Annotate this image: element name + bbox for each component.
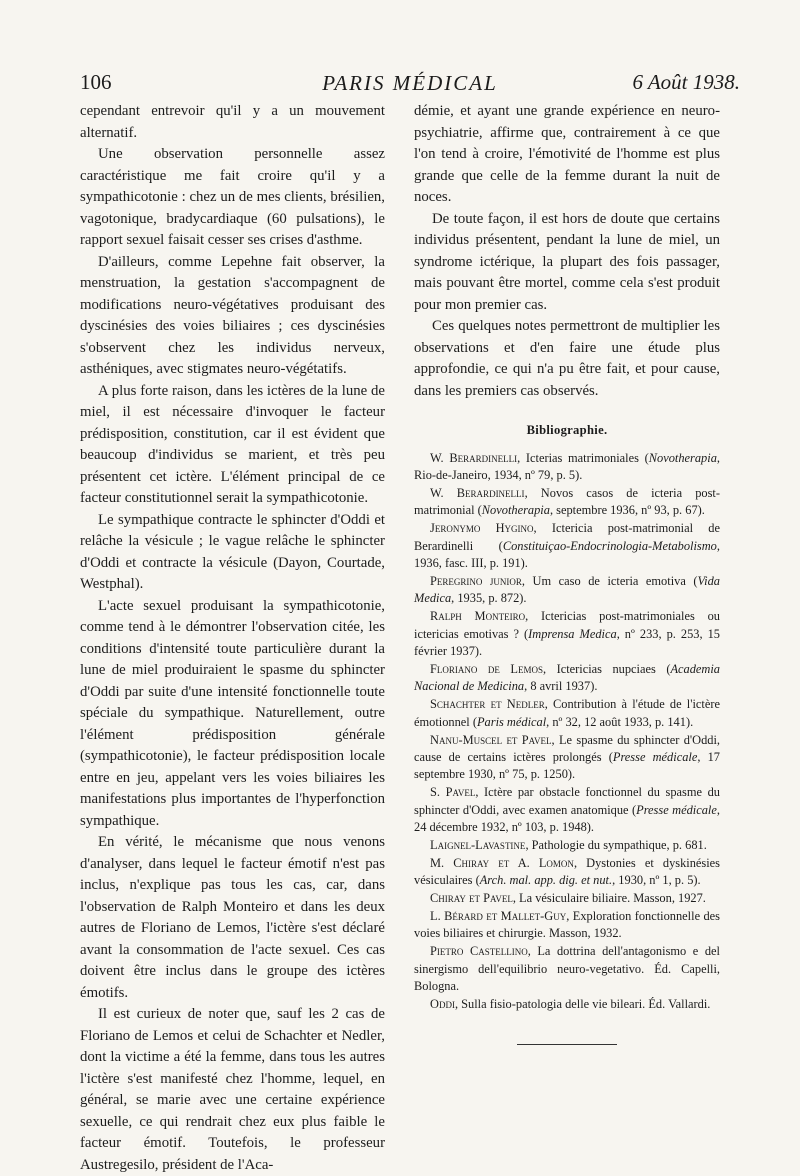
entry-text: , Le spasme du sphincter d'Oddi, cause de certains ictères prolongés ( [414,732,721,764]
paragraph: Une observation personnelle assez caractéristique me fait croire qu'il y a sympathicotonie : chez un de mes clients, brésilien, vagotonique, bradycardiaque (60 pulsations), le rapport sexuel faisait cesser ses crises d'asthme. [80,146,385,248]
paragraph: cependant entrevoir qu'il y a un mouvement alternatif. [80,103,385,141]
entry-author: S. Pavel [430,785,476,800]
right-column [414,101,720,1045]
entry-author: W. Berardinelli [430,450,518,465]
entry-citation: , 17 septembre 1930, nº 75, p. 1250). [414,749,720,782]
entry-source: Presse médicale [636,802,717,817]
entry-text: , Exploration fonctionnelle des voies biliaires et chirurgie. Masson, 1932. [414,909,720,941]
page-number: 106 [80,70,112,94]
entry-author: M. Chiray et A. Lomon [430,855,574,870]
entry-source: Vida Medica [414,573,720,606]
entry-citation: , 24 décembre 1932, nº 103, p. 1948). [414,802,720,835]
entry-text: , Pathologie du sympathique, p. 681. [525,837,707,852]
entry-text: , Dystonies et dyskinésies vésiculaires ( [414,855,721,888]
entry-source: Paris médical [476,714,547,729]
entry-author: W. Berardinelli [430,485,525,500]
bibliography-entry [414,890,720,907]
entry-citation: , nº 32, 12 août 1933, p. 141). [546,714,694,729]
end-rule [517,1044,617,1045]
entry-citation: , Rio-de-Janeiro, 1934, nº 79, p. 5). [414,450,721,482]
entry-author: Ralph Monteiro [430,609,526,624]
entry-text: , Icterias matrimoniales ( [517,450,649,465]
bibliography-entry [414,908,720,943]
running-header [80,70,740,100]
bibliography-entry [414,784,720,836]
entry-author: Chiray et Pavel [430,891,513,906]
entry-author: Oddi [430,997,455,1012]
paragraph: démie, et ayant une grande expérience en neuro-psychiatrie, affirme que, contrairement à ce que l'on tend à croire, l'émotivité de l'homme est plus grande que celle de la femme durant la nuit de noces. [414,103,720,205]
entry-text: , La vésiculaire biliaire. Masson, 1927. [512,891,706,906]
entry-citation: , 1930, nº 1, p. 5). [612,873,701,888]
entry-source: Constituiçao-Endocrinologia-Metabolismo [502,538,717,553]
entry-text: , Contribution à l'étude de l'ictère émotionnel ( [414,697,720,729]
paragraph: L'acte sexuel produisant la sympathicotonie, comme tend à le démontrer l'observation citée, les conditions d'intensité toute particulière durant la lune de miel produiraient le spasme du sphincter d'Oddi par suite d'une intensité fonctionnelle toute spéciale du sympathique. Naturellement, outre l'élément prédisposition générale (sympathicotonie), le facteur prédisposition locale entre en jeu, appelant vers les voies biliaires les manifestations plus importantes de l'hyperfonction sympathique. [80,597,385,829]
paragraph: A plus forte raison, dans les ictères de la lune de miel, il est nécessaire d'invoquer le facteur prédisposition, constitution, car il est évident que beaucoup d'individus se marient, et très peu présentent cet ictère. L'élément principal de ce facteur constitutionnel serait la sympathicotonie. [80,382,385,506]
entry-citation: , nº 233, p. 253, 15 février 1937). [414,626,720,658]
paragraph: En vérité, le mécanisme que nous venons d'analyser, dans lequel le facteur émotif n'est pas inclus, n'explique pas tous les cas, car, dans l'observation de Ralph Monteiro et dans les deux autres de Floriano de Lemos, l'ictère s'est déclaré avant la consommation de l'acte sexuel. Ces cas doivent être inclus dans le groupe des ictères émotifs. [80,834,385,1001]
entry-text: , Sulla fisio-patologia delle vie bileari. Éd. Vallardi. [454,997,711,1012]
bibliography-entry [414,661,720,696]
entry-source: Novotherapia [481,503,550,518]
bibliography-entry [414,450,720,485]
entry-author: L. Bérard et Mallet-Guy [430,909,567,924]
entry-author: Jeronymo Hygino [430,521,534,536]
bibliography-list [414,450,720,1014]
paragraph: Ces quelques notes permettront de multiplier les observations et d'en faire une étude plus approfondie, ce qui n'a pu être fait, et pour cause, dans les premiers cas observés. [414,318,720,399]
entry-author: Nanu-Muscel et Pavel [430,732,552,747]
bibliography-entry [414,943,720,995]
bibliography-entry [414,696,720,731]
bibliography-entry [414,573,720,608]
entry-citation: , 1935, p. 872). [451,591,527,606]
bibliography-entry [414,732,720,784]
bibliography-entry [414,520,720,572]
left-column [80,101,385,1176]
entry-text: , Novos casos de icteria post-matrimonial ( [414,485,720,518]
entry-author: Peregrino junior [430,573,522,588]
bibliography-entry [414,485,720,520]
entry-source: Presse médicale [612,749,698,764]
bibliography-entry [414,837,720,854]
bibliography-entry [414,608,720,660]
entry-text: , La dottrina dell'antagonismo e del sinergismo dell'equilibrio neuro-vegetativo. Éd. Capelli, Bologna. [414,944,720,994]
entry-citation: , 1936, fasc. III, p. 191). [414,538,720,570]
entry-author: Pietro Castellino [430,944,528,959]
entry-citation: , septembre 1936, nº 93, p. 67). [549,503,705,518]
entry-source: Arch. mal. app. dig. et nut. [479,873,613,888]
entry-text: , Um caso de icteria emotiva ( [521,573,698,588]
journal-title: PARIS MÉDICAL [322,71,498,95]
entry-author: Schachter et Nedler [430,697,545,712]
bibliography-entry [414,996,720,1013]
entry-source: Imprensa Medica [528,626,617,641]
paragraph: Il est curieux de noter que, sauf les 2 cas de Floriano de Lemos et celui de Schachter et Nedler, dont la victime a été la femme, dans tous les autres l'ictère s'est manifesté chez l'homme, lequel, en général, se marie avec une certaine expérience sexuelle, ce qui rendrait chez eux plus faible le facteur émotif. Toutefois, le professeur Austregesilo, président de l'Aca- [80,1006,385,1173]
paragraph: Le sympathique contracte le sphincter d'Oddi et relâche la vésicule ; le vague relâche le sphincter d'Oddi et contracte la vésicule (Dayon, Courtade, Westphal). [80,511,385,592]
entry-citation: , 8 avril 1937). [524,679,598,694]
issue-date: 6 Août 1938. [632,70,740,94]
entry-text: , Ictericias post-matrimoniales ou ictericias emotivas ? ( [414,609,720,641]
paragraph: De toute façon, il est hors de doute que certains individus présentent, pendant la lune de miel, un syndrome ictérique, la plupart des fois passager, mais pouvant être mortel, comme cela s'est produit pour mon premier cas. [414,210,720,313]
entry-text: , Ictericia post-matrimonial de Berardinelli ( [414,521,720,553]
entry-source: Academia Nacional de Medicina [414,661,720,694]
bibliography-entry [414,855,720,890]
bibliography-title: Bibliographie. [526,423,608,437]
entry-text: , Ictère par obstacle fonctionnel du spasme du sphincter d'Oddi, avec examen anatomique ( [414,785,720,817]
paragraph: D'ailleurs, comme Lepehne fait observer, la menstruation, la gestation s'accompagnent de modifications neuro-végétatives produisant des dyscinésies des voies biliaires ; ces dyscinésies s'observent chez les individus nerveux, asthéniques, avec stigmates neuro-végétatifs. [80,253,385,377]
entry-author: Floriano de Lemos [430,661,543,676]
entry-text: , Ictericias nupciaes ( [542,661,671,676]
entry-source: Novotherapia [648,450,717,465]
entry-author: Laignel-Lavastine [430,837,526,852]
